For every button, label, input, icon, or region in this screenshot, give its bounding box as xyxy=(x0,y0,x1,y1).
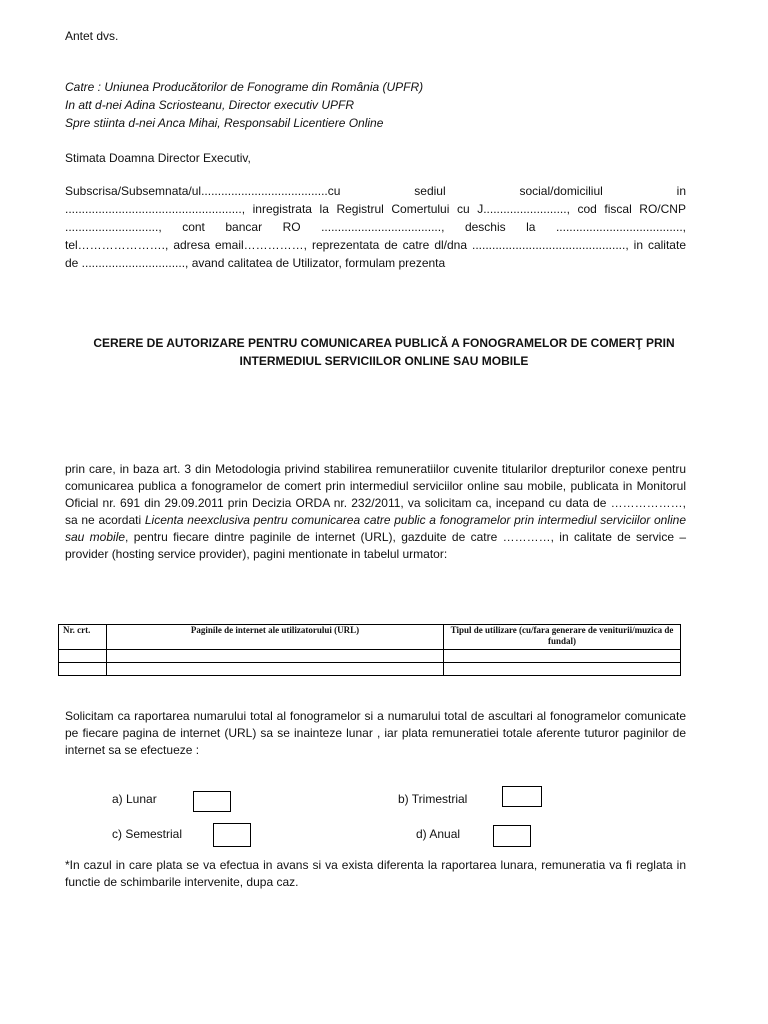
option-annual-checkbox[interactable] xyxy=(493,825,531,847)
option-quarterly-label: b) Trimestrial xyxy=(398,792,468,806)
intro-line-3: ............................, cont bancar RO ...................................., deschis la ......................................, xyxy=(65,220,686,234)
col-header-usage: Tipul de utilizare (cu/fara generare de veniturii/muzica de fundal) xyxy=(444,625,681,650)
col-header-url: Paginile de internet ale utilizatorului (URL) xyxy=(107,625,444,650)
option-semiannual-checkbox[interactable] xyxy=(213,823,251,847)
letterhead-placeholder: Antet dvs. xyxy=(65,29,119,43)
col-header-number: Nr. crt. xyxy=(59,625,107,650)
payment-footnote: *In cazul in care plata se va efectua in avans si va exista diferenta la raportarea lunara, remuneratia va fi reglata in functie de schimbarile intervenite, dupa caz. xyxy=(65,858,686,889)
intro-line-1: Subscrisa/Subsemnata/ul......................................cu sediul social/domiciliul in xyxy=(65,184,686,198)
recipient-line-3: Spre stiinta d-nei Anca Mihai, Responsabil Licentiere Online xyxy=(65,116,384,130)
intro-line-5: de ..............................., avand calitatea de Utilizator, formulam prezenta xyxy=(65,256,446,270)
reporting-paragraph: Solicitam ca raportarea numarului total al fonogramelor si a numarului total de ascultari al fonogramelor comunicate pe fiecare pagina de internet (URL) sa se inainteze lunar , iar plata remuneratiei totale aferente tuturor paginilor de internet sa se efectueze : xyxy=(65,709,686,757)
intro-line-4: tel…………………., adresa email……………, reprezentata de catre dl/dna .............................................., in calitate xyxy=(65,238,686,252)
recipient-line-1: Catre : Uniunea Producătorilor de Fonograme din România (UPFR) xyxy=(65,80,424,94)
table-cell[interactable] xyxy=(59,650,107,663)
option-monthly-label: a) Lunar xyxy=(112,792,157,806)
intro-line-2: ....................................................., inregistrata la Registrul Comertului cu J........................., cod fiscal RO/CNP xyxy=(65,202,686,216)
document-title xyxy=(70,334,698,370)
table-row xyxy=(59,663,681,676)
recipient-line-2: In att d-nei Adina Scriosteanu, Director executiv UPFR xyxy=(65,98,355,112)
table-cell[interactable] xyxy=(107,663,444,676)
table-cell[interactable] xyxy=(444,663,681,676)
option-annual-label: d) Anual xyxy=(416,827,461,841)
title-line-1: CERERE DE AUTORIZARE PENTRU COMUNICAREA PUBLICĂ A FONOGRAMELOR DE COMERŢ PRIN xyxy=(93,336,675,350)
option-quarterly-checkbox[interactable] xyxy=(502,786,542,807)
request-paragraph: prin care, in baza art. 3 din Metodologia privind stabilirea remuneratiilor cuvenite titularilor drepturilor conexe pentru comunicarea publica a fonogramelor de comert prin intermediul serviciilor online sau mobile, publicata in Monitorul Oficial nr. 691 din 29.09.2011 prin Decizia ORDA nr. 232/2011, va solicitam ca, incepand cu data de ………………, sa ne acordati Licenta neexclusiva pentru comunicarea catre public a fonogramelor prin intermediul serviciilor online sau mobile, pentru fiecare dintre paginile de internet (URL), gazduite de catre …………, in calitate de service – provider (hosting service provider), pagini mentionate in tabelul urmator: xyxy=(65,462,687,561)
table-cell[interactable] xyxy=(444,650,681,663)
url-table xyxy=(58,624,681,676)
table-row xyxy=(59,650,681,663)
table-cell[interactable] xyxy=(59,663,107,676)
title-line-2: INTERMEDIUL SERVICIILOR ONLINE SAU MOBILE xyxy=(239,354,529,368)
table-header-row xyxy=(59,625,681,650)
option-semiannual-label: c) Semestrial xyxy=(112,827,183,841)
salutation: Stimata Doamna Director Executiv, xyxy=(65,151,251,165)
table-cell[interactable] xyxy=(107,650,444,663)
option-monthly-checkbox[interactable] xyxy=(193,791,231,812)
